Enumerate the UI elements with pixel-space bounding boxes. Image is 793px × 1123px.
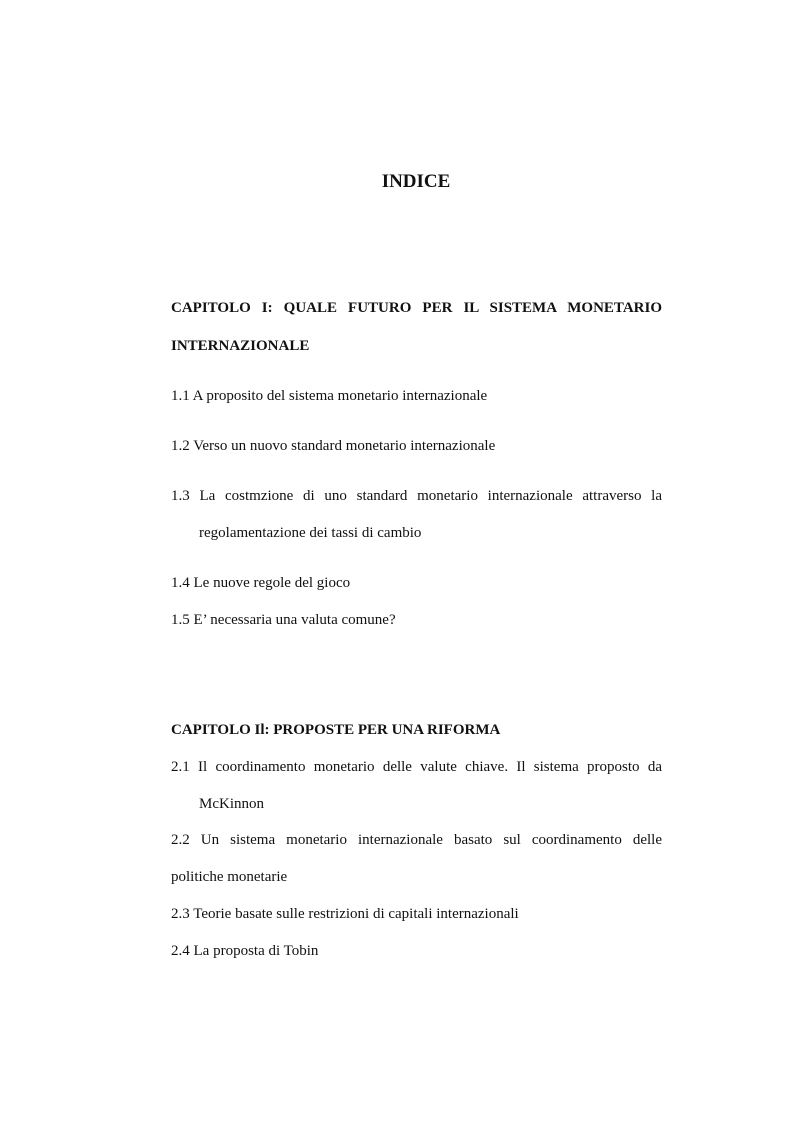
toc-entry-1-3-continued: regolamentazione dei tassi di cambio	[199, 525, 422, 541]
toc-entry-1-4: 1.4 Le nuove regole del gioco	[171, 575, 351, 591]
toc-entry-2-2-continued: politiche monetarie	[171, 869, 288, 885]
toc-entry-1-3: 1.3 La costmzione di uno standard monetario internazionale attraverso la	[171, 488, 662, 504]
toc-entry-2-3: 2.3 Teorie basate sulle restrizioni di capitali internazionali	[171, 906, 519, 922]
toc-entry-1-1: 1.1 A proposito del sistema monetario internazionale	[171, 388, 488, 404]
toc-entry-1-5: 1.5 E’ necessaria una valuta comune?	[171, 612, 396, 628]
toc-entry-2-1: 2.1 Il coordinamento monetario delle valute chiave. Il sistema proposto da	[171, 759, 662, 775]
toc-entry-2-1-continued: McKinnon	[199, 796, 264, 812]
toc-entry-2-4: 2.4 La proposta di Tobin	[171, 943, 319, 959]
page-title: INDICE	[381, 171, 451, 192]
toc-entry-2-2: 2.2 Un sistema monetario internazionale basato sul coordinamento delle	[171, 832, 662, 848]
chapter-1-heading-continued: INTERNAZIONALE	[171, 338, 310, 354]
toc-entry-1-2: 1.2 Verso un nuovo standard monetario internazionale	[171, 438, 496, 454]
chapter-1-heading: CAPITOLO I: QUALE FUTURO PER IL SISTEMA MONETARIO	[171, 300, 662, 316]
chapter-2-heading: CAPITOLO Il: PROPOSTE PER UNA RIFORMA	[171, 722, 501, 738]
